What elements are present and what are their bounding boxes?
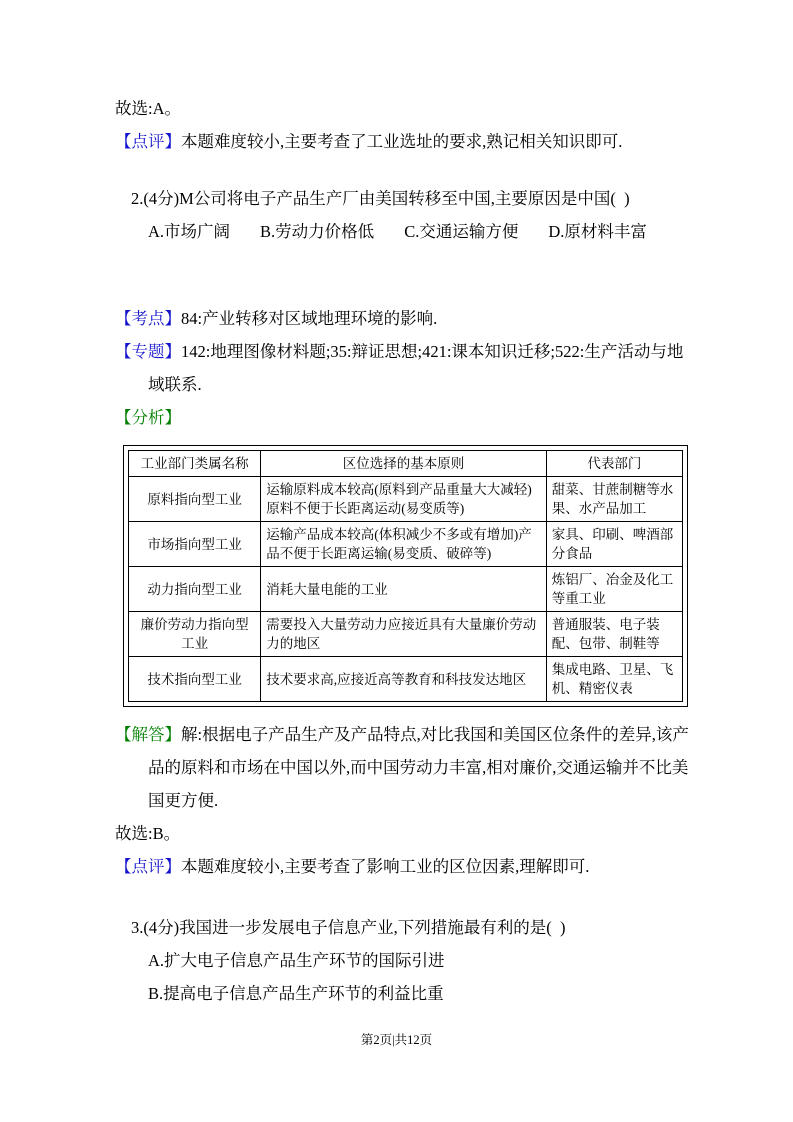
page-footer: 第2页|共12页 [360,1033,433,1047]
question2-fenxi [115,401,693,434]
table-row [129,567,683,612]
zhuanti-text: 142:地理图像材料题;35:辩证思想;421:课本知识迁移;522:生产活动与地域联系. [148,342,684,394]
question2-options [148,215,693,248]
jieda-label: 【解答】 [115,725,181,744]
page-content [115,92,693,1010]
kaodian-label: 【考点】 [115,309,181,328]
question3-stem: 3.(4分)我国进一步发展电子信息产业,下列措施最有利的是( ) [131,918,566,937]
cell-sectors: 普通服装、电子装配、包带、制鞋等 [546,612,682,657]
zhuanti-label: 【专题】 [115,342,181,361]
question2-dianping [115,850,693,883]
question2-zhuanti [115,335,693,401]
industry-table-frame [123,445,688,707]
question2-jieda [115,718,693,817]
table-row [129,612,683,657]
cell-category: 廉价劳动力指向型工业 [129,612,261,657]
jieda-text: 解:根据电子产品生产及产品特点,对比我国和美国区位条件的差异,该产品的原料和市场在中国以外,而中国劳动力丰富,相对廉价,交通运输并不比美国更方便. [148,725,689,810]
question2-choice: 故选:B。 [115,824,181,843]
cell-principle: 消耗大量电能的工业 [261,567,547,612]
cell-principle: 运输原料成本较高(原料到产品重量大大减轻)原料不便于长距离运动(易变质等) [261,477,547,522]
cell-sectors: 炼铝厂、冶金及化工等重工业 [546,567,682,612]
cell-category: 动力指向型工业 [129,567,261,612]
cell-category: 市场指向型工业 [129,522,261,567]
table-row [129,477,683,522]
header-principle: 区位选择的基本原则 [261,451,547,477]
question2-kaodian [115,302,693,335]
dianping-label: 【点评】 [115,132,181,151]
option-d: D.原材料丰富 [548,222,647,241]
industry-orientation-table [128,450,683,702]
fenxi-label: 【分析】 [115,408,181,427]
table-header-row [129,451,683,477]
cell-sectors: 甜菜、甘蔗制糖等水果、水产品加工 [546,477,682,522]
question2-stem: 2.(4分)M公司将电子产品生产厂由美国转移至中国,主要原因是中国( ) [131,189,630,208]
cell-sectors: 集成电路、卫星、飞机、精密仪表 [546,657,682,702]
cell-principle: 运输产品成本较高(体积减少不多或有增加)产品不便于长距离运输(易变质、破碎等) [261,522,547,567]
cell-principle: 技术要求高,应接近高等教育和科技发达地区 [261,657,547,702]
dianping-text: 本题难度较小,主要考查了影响工业的区位因素,理解即可. [181,857,590,876]
header-sectors: 代表部门 [546,451,682,477]
cell-category: 技术指向型工业 [129,657,261,702]
cell-category: 原料指向型工业 [129,477,261,522]
question3-option-a: A.扩大电子信息产品生产环节的国际引进 [148,951,445,970]
answer1-comment [115,125,693,158]
header-category: 工业部门类属名称 [129,451,261,477]
option-c: C.交通运输方便 [404,222,519,241]
option-a: A.市场广阔 [148,222,231,241]
answer1-choice: 故选:A。 [115,99,181,118]
table-row [129,657,683,702]
question3-option-b: B.提高电子信息产品生产环节的利益比重 [148,984,444,1003]
cell-sectors: 家具、印刷、啤酒部分食品 [546,522,682,567]
kaodian-text: 84:产业转移对区域地理环境的影响. [181,309,438,328]
option-b: B.劳动力价格低 [260,222,375,241]
dianping-label: 【点评】 [115,857,181,876]
dianping-text: 本题难度较小,主要考查了工业选址的要求,熟记相关知识即可. [181,132,623,151]
table-row [129,522,683,567]
cell-principle: 需要投入大量劳动力应接近具有大量廉价劳动力的地区 [261,612,547,657]
